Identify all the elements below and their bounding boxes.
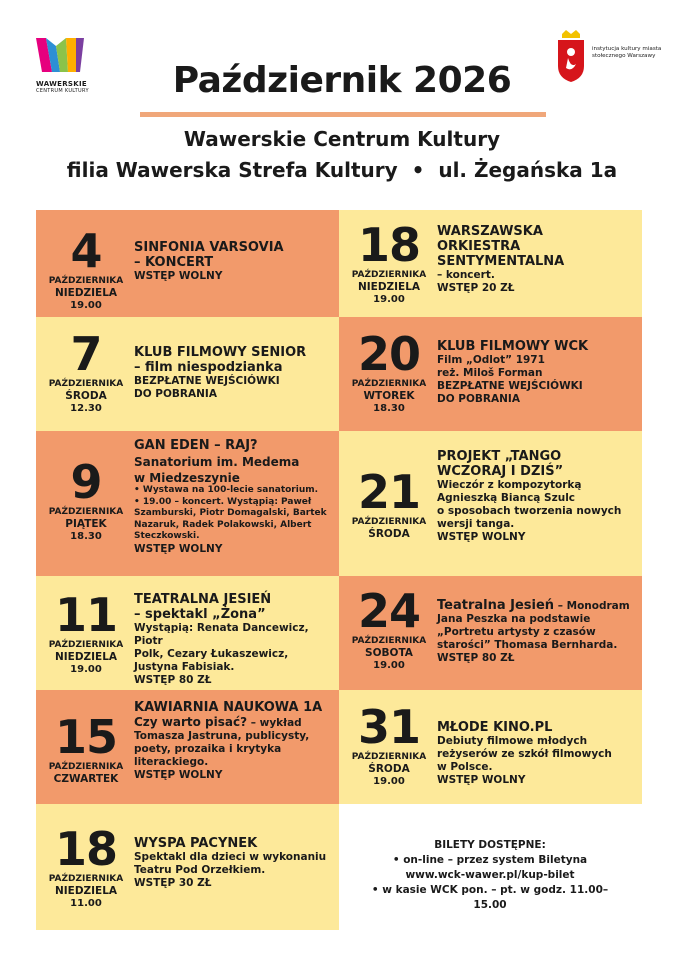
event-day-number: 20 bbox=[357, 327, 420, 381]
event-info: DO POBRANIA bbox=[437, 393, 520, 405]
event-date bbox=[42, 455, 130, 542]
event-subtitle: w Miedzeszynie bbox=[134, 471, 240, 485]
event-description bbox=[437, 449, 636, 544]
event-description bbox=[437, 339, 636, 406]
event-price: WSTĘP WOLNY bbox=[134, 769, 223, 781]
event-month: PAŹDZIERNIKA bbox=[48, 379, 124, 389]
event-month: PAŹDZIERNIKA bbox=[48, 874, 124, 884]
event-time: 11.00 bbox=[70, 898, 102, 909]
event-info: literackiego. bbox=[134, 756, 209, 768]
event-price: WSTĘP WOLNY bbox=[437, 531, 526, 543]
event-subtitle-suffix: – wykład bbox=[247, 717, 302, 729]
event-info: reż. Miloš Forman bbox=[437, 367, 543, 379]
event-description bbox=[134, 240, 333, 283]
event-title: KAWIARNIA NAUKOWA 1A bbox=[134, 700, 323, 715]
event-month: PAŹDZIERNIKA bbox=[48, 507, 124, 517]
event-day-number: 31 bbox=[357, 700, 420, 754]
event-title: TEATRALNA JESIEŃ bbox=[134, 592, 272, 607]
event-day-number: 18 bbox=[54, 822, 117, 876]
event-weekday: ŚRODA bbox=[368, 763, 410, 775]
event-time: 19.00 bbox=[373, 294, 405, 305]
event-date bbox=[42, 588, 130, 675]
event-weekday: SOBOTA bbox=[365, 647, 413, 659]
event-time: 18.30 bbox=[373, 403, 405, 414]
event-info: Teatru Pod Orzełkiem. bbox=[134, 864, 266, 876]
event-title: KLUB FILMOWY SENIOR bbox=[134, 345, 307, 360]
event-description bbox=[437, 224, 636, 295]
event-title-suffix: – Monodram bbox=[554, 600, 630, 612]
subtitle-institution: Wawerskie Centrum Kultury bbox=[183, 127, 501, 151]
event-time: 19.00 bbox=[373, 776, 405, 787]
event-day-number: 4 bbox=[70, 224, 102, 278]
event-price: WSTĘP 80 ZŁ bbox=[134, 674, 212, 686]
tickets-info bbox=[360, 838, 620, 913]
event-day-number: 7 bbox=[70, 327, 102, 381]
event-description bbox=[134, 438, 333, 556]
event-title: SINFONIA VARSOVIA bbox=[134, 240, 284, 255]
event-title: SENTYMENTALNA bbox=[437, 254, 565, 269]
event-price: WSTĘP 20 ZŁ bbox=[437, 282, 515, 294]
event-title: WYSPA PACYNEK bbox=[134, 836, 258, 851]
event-month: PAŹDZIERNIKA bbox=[48, 640, 124, 650]
page-title: Październik 2026 bbox=[172, 60, 512, 101]
tickets-heading: BILETY DOSTĘPNE: bbox=[434, 839, 546, 851]
event-info bbox=[437, 598, 636, 613]
event-date bbox=[42, 327, 130, 414]
warsaw-logo-text: instytucja kultury miasta stołecznego Warszawy bbox=[592, 46, 662, 59]
event-date bbox=[42, 710, 130, 785]
event-card-18-concert bbox=[339, 210, 642, 317]
event-date bbox=[345, 465, 433, 540]
event-info: Spektakl dla dzieci w wykonaniu bbox=[134, 851, 327, 863]
event-description bbox=[437, 598, 636, 665]
event-info: Wieczór z kompozytorką bbox=[437, 479, 582, 491]
event-info: Agnieszką Biancą Szulc bbox=[437, 492, 576, 504]
event-time: 19.00 bbox=[70, 664, 102, 675]
event-month: PAŹDZIERNIKA bbox=[351, 636, 427, 646]
wck-logo-line2: CENTRUM KULTURY bbox=[36, 88, 89, 94]
event-info: Polk, Cezary Łukaszewicz, bbox=[134, 648, 289, 660]
event-price: WSTĘP 80 ZŁ bbox=[437, 652, 515, 664]
tickets-box-office: • w kasie WCK pon. – pt. w godz. 11.00–15.00 bbox=[371, 884, 609, 911]
event-date bbox=[42, 822, 130, 909]
event-weekday: NIEDZIELA bbox=[357, 281, 421, 293]
event-title: GAN EDEN – RAJ? bbox=[134, 438, 258, 453]
event-info: • Wystawa na 100-lecie sanatorium. bbox=[134, 485, 319, 495]
event-month: PAŹDZIERNIKA bbox=[351, 270, 427, 280]
event-description bbox=[437, 720, 636, 787]
event-month: PAŹDZIERNIKA bbox=[48, 276, 124, 286]
event-card-20 bbox=[339, 317, 642, 431]
event-info bbox=[134, 715, 333, 730]
event-time: 19.00 bbox=[70, 300, 102, 311]
event-card-18-kids bbox=[36, 804, 339, 930]
tickets-online: • on-line – przez system Biletyna bbox=[392, 854, 588, 866]
event-day-number: 21 bbox=[357, 465, 420, 519]
event-info: BEZPŁATNE WEJŚCIÓWKI bbox=[134, 375, 280, 387]
event-card-11 bbox=[36, 576, 339, 690]
event-card-21 bbox=[339, 431, 642, 576]
event-date bbox=[345, 700, 433, 787]
event-day-number: 9 bbox=[70, 455, 102, 509]
event-description bbox=[134, 700, 333, 782]
event-info: DO POBRANIA bbox=[134, 388, 217, 400]
event-date bbox=[345, 584, 433, 671]
event-info: w Polsce. bbox=[437, 761, 493, 773]
event-time: 12.30 bbox=[70, 403, 102, 414]
event-weekday: NIEDZIELA bbox=[54, 651, 118, 663]
event-month: PAŹDZIERNIKA bbox=[351, 517, 427, 527]
event-day-number: 11 bbox=[54, 588, 117, 642]
event-subtitle: – film niespodzianka bbox=[134, 360, 283, 375]
event-price: WSTĘP WOLNY bbox=[134, 270, 223, 282]
event-info: wersji tanga. bbox=[437, 518, 515, 530]
event-info: Debiuty filmowe młodych bbox=[437, 735, 588, 747]
event-price: WSTĘP 30 ZŁ bbox=[134, 877, 212, 889]
event-title: Teatralna Jesień bbox=[437, 598, 555, 613]
event-info: Justyna Fabisiak. bbox=[134, 661, 235, 673]
event-date bbox=[42, 224, 130, 311]
event-info: reżyserów ze szkół filmowych bbox=[437, 748, 612, 760]
title-underline bbox=[140, 112, 546, 117]
event-card-7 bbox=[36, 317, 339, 431]
event-info: Film „Odlot” 1971 bbox=[437, 354, 545, 366]
wck-logo-line1: WAWERSKIE bbox=[36, 80, 87, 88]
subtitle-address: filia Wawerska Strefa Kultury • ul. Żegańska 1a bbox=[66, 158, 618, 182]
event-info: Tomasza Jastruna, publicysty, bbox=[134, 730, 310, 742]
event-info: o sposobach tworzenia nowych bbox=[437, 505, 622, 517]
event-description bbox=[134, 345, 333, 401]
event-card-15 bbox=[36, 690, 339, 804]
event-weekday: ŚRODA bbox=[65, 390, 107, 402]
event-subtitle: Czy warto pisać? bbox=[134, 715, 248, 729]
event-weekday: CZWARTEK bbox=[53, 773, 119, 785]
event-weekday: ŚRODA bbox=[368, 528, 410, 540]
event-subtitle: – spektakl „Żona” bbox=[134, 607, 266, 622]
event-price: WSTĘP WOLNY bbox=[437, 774, 526, 786]
event-title: WARSZAWSKA bbox=[437, 224, 543, 239]
event-info: BEZPŁATNE WEJŚCIÓWKI bbox=[437, 380, 583, 392]
event-day-number: 15 bbox=[54, 710, 117, 764]
event-info: Wystąpią: Renata Dancewicz, Piotr bbox=[134, 622, 309, 647]
event-weekday: PIĄTEK bbox=[65, 518, 107, 530]
event-month: PAŹDZIERNIKA bbox=[351, 752, 427, 762]
event-info: Jana Peszka na podstawie bbox=[437, 613, 591, 625]
event-month: PAŹDZIERNIKA bbox=[48, 762, 124, 772]
event-date bbox=[345, 218, 433, 305]
event-title: WCZORAJ I DZIŚ” bbox=[437, 464, 564, 479]
event-title: KLUB FILMOWY WCK bbox=[437, 339, 589, 354]
tickets-url-link[interactable]: www.wck-wawer.pl/kup-bilet bbox=[405, 869, 575, 881]
event-time: 19.00 bbox=[373, 660, 405, 671]
event-info: Nazaruk, Radek Polakowski, Albert bbox=[134, 519, 312, 530]
event-title: MŁODE KINO.PL bbox=[437, 720, 553, 735]
event-description bbox=[134, 836, 333, 890]
event-card-4 bbox=[36, 210, 339, 317]
event-card-9 bbox=[36, 431, 339, 576]
event-info: • 19.00 – koncert. Wystąpią: Paweł bbox=[134, 496, 312, 507]
event-info: starości” Thomasa Bernharda. bbox=[437, 639, 618, 651]
event-card-31 bbox=[339, 690, 642, 804]
event-title: ORKIESTRA bbox=[437, 239, 521, 254]
event-info: Steczkowski. bbox=[134, 531, 200, 541]
event-description bbox=[134, 592, 333, 687]
event-weekday: NIEDZIELA bbox=[54, 287, 118, 299]
event-price: WSTĘP WOLNY bbox=[134, 542, 223, 555]
event-month: PAŹDZIERNIKA bbox=[351, 379, 427, 389]
event-info: „Portretu artysty z czasów bbox=[437, 626, 596, 638]
event-info: poety, prozaika i krytyka bbox=[134, 743, 282, 755]
event-day-number: 24 bbox=[357, 584, 420, 638]
event-card-24 bbox=[339, 576, 642, 690]
event-day-number: 18 bbox=[357, 218, 420, 272]
event-info: Szamburski, Piotr Domagalski, Bartek bbox=[134, 508, 327, 518]
event-subtitle: Sanatorium im. Medema bbox=[134, 455, 300, 469]
event-subtitle: – KONCERT bbox=[134, 255, 214, 270]
event-weekday: NIEDZIELA bbox=[54, 885, 118, 897]
event-title: PROJEKT „TANGO bbox=[437, 449, 562, 464]
event-info: – koncert. bbox=[437, 269, 495, 281]
event-date bbox=[345, 327, 433, 414]
event-weekday: WTOREK bbox=[363, 390, 415, 402]
event-time: 18.30 bbox=[70, 531, 102, 542]
